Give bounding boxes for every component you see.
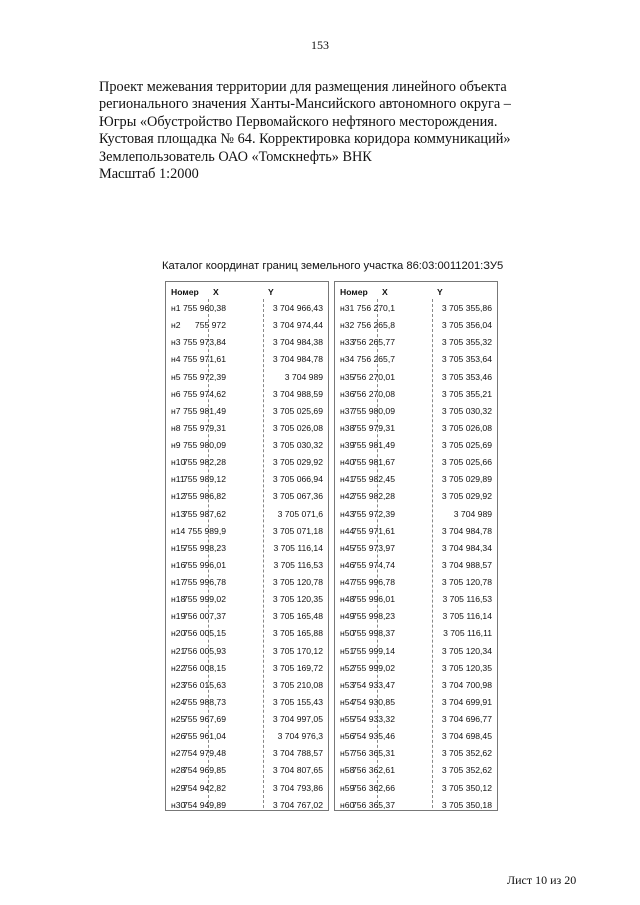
point-number-cell: н20 [171, 628, 186, 639]
table-row [335, 436, 497, 453]
y-coordinate-cell: 3 705 029,92 [272, 457, 323, 468]
x-coordinate-cell: 755 998,23 [351, 611, 395, 622]
point-number-cell: н21 [171, 645, 186, 656]
table-row [335, 505, 497, 522]
y-coordinate-cell: 3 705 120,35 [441, 662, 492, 673]
y-coordinate-cell: 3 705 116,53 [442, 594, 492, 605]
x-coordinate-cell: 755 961,04 [182, 731, 226, 742]
column-header-number: Номер [340, 287, 368, 297]
y-coordinate-cell: 3 705 170,12 [272, 645, 323, 656]
table-header [166, 282, 328, 299]
point-number-cell: н36 [340, 388, 355, 399]
table-body [335, 299, 497, 813]
y-coordinate-cell: 3 704 974,44 [272, 320, 323, 331]
point-number-cell: н42 [340, 491, 355, 502]
y-coordinate-cell: 3 705 169,72 [272, 662, 323, 673]
table-row [335, 453, 497, 470]
point-number-cell: н47 [340, 577, 355, 587]
point-number-cell: н28 [171, 765, 186, 776]
y-coordinate-cell: 3 705 116,14 [273, 542, 323, 553]
table-row [335, 796, 497, 813]
table-row [166, 316, 328, 333]
x-coordinate-cell: 755 982,45 [351, 474, 395, 485]
x-coordinate-cell: 755 972 [194, 320, 226, 331]
x-coordinate-cell: 754 979,48 [182, 748, 226, 759]
table-row [166, 522, 328, 539]
point-number-cell: н33 [340, 337, 355, 348]
y-coordinate-cell: 3 705 030,32 [272, 440, 323, 450]
point-number-cell: н44 [340, 525, 355, 536]
table-row [335, 385, 497, 402]
point-number-cell: н15 [171, 542, 186, 553]
x-coordinate-cell: 754 933,32 [351, 714, 395, 724]
point-number-cell: н54 [340, 696, 355, 707]
y-coordinate-cell: 3 704 988,59 [272, 388, 323, 399]
point-number-cell: н35 [340, 371, 355, 382]
header-line: Землепользователь ОАО «Томскнефть» ВНК [99, 148, 372, 165]
y-coordinate-cell: 3 705 025,69 [272, 405, 323, 416]
y-coordinate-cell: 3 704 700,98 [441, 679, 492, 690]
x-coordinate-cell: 755 996,01 [182, 559, 226, 570]
point-number-cell: н60 [340, 799, 355, 810]
y-coordinate-cell: 3 705 355,86 [441, 303, 492, 313]
point-number-cell: н46 [340, 559, 355, 570]
point-number-cell: н31 [340, 303, 355, 313]
table-row [166, 590, 328, 607]
y-coordinate-cell: 3 705 025,69 [441, 440, 492, 450]
x-coordinate-cell: 756 005,93 [182, 645, 226, 656]
point-number-cell: н2 [171, 320, 181, 331]
y-coordinate-cell: 3 704 997,05 [272, 714, 323, 724]
column-header-y: Y [437, 287, 443, 297]
point-number-cell: н18 [171, 594, 186, 605]
coordinates-table-left [165, 281, 329, 811]
x-coordinate-cell: 755 971,61 [182, 354, 226, 365]
y-coordinate-cell: 3 705 116,11 [443, 628, 492, 639]
x-coordinate-cell: 755 979,31 [351, 422, 395, 433]
y-coordinate-cell: 3 705 029,92 [441, 491, 492, 502]
table-row [166, 744, 328, 761]
y-coordinate-cell: 3 705 120,34 [441, 645, 492, 656]
y-coordinate-cell: 3 705 116,14 [442, 611, 492, 622]
point-number-cell: н9 [171, 440, 181, 450]
point-number-cell: н48 [340, 594, 355, 605]
y-coordinate-cell: 3 705 356,04 [441, 320, 492, 331]
document-header [99, 79, 579, 183]
x-coordinate-cell: 756 362,61 [351, 765, 395, 776]
sheet-number: Лист 10 из 20 [507, 873, 577, 887]
point-number-cell: н45 [340, 542, 355, 553]
x-coordinate-cell: 755 972,39 [351, 508, 395, 519]
x-coordinate-cell: 755 974,74 [351, 559, 395, 570]
x-coordinate-cell: 755 973,84 [182, 337, 226, 348]
table-row [166, 368, 328, 385]
point-number-cell: н55 [340, 714, 355, 724]
point-number-cell: н3 [171, 337, 181, 348]
table-row [166, 727, 328, 744]
point-number-cell: н7 [171, 405, 181, 416]
table-row [335, 590, 497, 607]
x-coordinate-cell: 754 930,85 [351, 696, 395, 707]
point-number-cell: н26 [171, 731, 186, 742]
x-coordinate-cell: 756 008,15 [182, 662, 226, 673]
point-number-cell: н57 [340, 748, 355, 759]
x-coordinate-cell: 756 365,31 [351, 748, 395, 759]
x-coordinate-cell: 755 973,97 [351, 542, 395, 553]
point-number-cell: н37 [340, 405, 355, 416]
table-row [335, 368, 497, 385]
page-number: 153 [311, 38, 329, 52]
point-number-cell: н40 [340, 457, 355, 468]
x-coordinate-cell: 755 987,62 [182, 508, 226, 519]
point-number-cell: н41 [340, 474, 355, 485]
x-coordinate-cell: 755 967,69 [182, 714, 226, 724]
column-header-y: Y [268, 287, 274, 297]
table-row [335, 744, 497, 761]
table-row [166, 333, 328, 350]
table-row [335, 522, 497, 539]
point-number-cell: н58 [340, 765, 355, 776]
x-coordinate-cell: 755 999,14 [351, 645, 395, 656]
y-coordinate-cell: 3 705 066,94 [272, 474, 323, 485]
y-coordinate-cell: 3 705 071,18 [272, 525, 323, 536]
x-coordinate-cell: 755 981,49 [351, 440, 395, 450]
x-coordinate-cell: 755 989,9 [187, 525, 226, 536]
point-number-cell: н17 [171, 577, 186, 587]
y-coordinate-cell: 3 704 966,43 [272, 303, 323, 313]
table-row [166, 642, 328, 659]
x-coordinate-cell: 756 015,63 [182, 679, 226, 690]
y-coordinate-cell: 3 704 988,57 [441, 559, 492, 570]
table-row [166, 693, 328, 710]
table-row [166, 676, 328, 693]
y-coordinate-cell: 3 705 352,62 [441, 765, 492, 776]
x-coordinate-cell: 756 365,37 [351, 799, 395, 810]
point-number-cell: н29 [171, 782, 186, 793]
table-row [335, 556, 497, 573]
table-row [166, 385, 328, 402]
y-coordinate-cell: 3 704 699,91 [441, 696, 492, 707]
x-coordinate-cell: 754 969,85 [182, 765, 226, 776]
header-line: регионального значения Ханты-Мансийского автономного округа – [99, 96, 511, 113]
y-coordinate-cell: 3 705 026,08 [272, 422, 323, 433]
x-coordinate-cell: 755 980,09 [351, 405, 395, 416]
x-coordinate-cell: 754 942,82 [182, 782, 226, 793]
x-coordinate-cell: 756 270,01 [351, 371, 395, 382]
x-coordinate-cell: 755 989,12 [182, 474, 226, 485]
table-row [166, 505, 328, 522]
table-header [335, 282, 497, 299]
point-number-cell: н30 [171, 799, 186, 810]
y-coordinate-cell: 3 705 155,43 [272, 696, 323, 707]
coordinates-table-right [334, 281, 498, 811]
y-coordinate-cell: 3 704 788,57 [272, 748, 323, 759]
column-header-x: X [213, 287, 219, 297]
table-row [335, 299, 497, 316]
y-coordinate-cell: 3 705 355,21 [441, 388, 492, 399]
x-coordinate-cell: 755 998,37 [351, 628, 395, 639]
x-coordinate-cell: 755 988,73 [182, 696, 226, 707]
header-line: Масштаб 1:2000 [99, 166, 199, 183]
y-coordinate-cell: 3 705 352,62 [441, 748, 492, 759]
y-coordinate-cell: 3 705 025,66 [441, 457, 492, 468]
y-coordinate-cell: 3 704 698,45 [441, 731, 492, 742]
y-coordinate-cell: 3 704 976,3 [277, 731, 323, 742]
x-coordinate-cell: 756 007,37 [182, 611, 226, 622]
y-coordinate-cell: 3 705 067,36 [272, 491, 323, 502]
point-number-cell: н25 [171, 714, 186, 724]
y-coordinate-cell: 3 705 071,6 [277, 508, 323, 519]
table-row [335, 487, 497, 504]
x-coordinate-cell: 755 979,31 [182, 422, 226, 433]
point-number-cell: н27 [171, 748, 186, 759]
y-coordinate-cell: 3 704 696,77 [441, 714, 492, 724]
table-row [166, 487, 328, 504]
y-coordinate-cell: 3 704 984,78 [272, 354, 323, 365]
point-number-cell: н13 [171, 508, 186, 519]
point-number-cell: н6 [171, 388, 181, 399]
point-number-cell: н52 [340, 662, 355, 673]
y-coordinate-cell: 3 704 767,02 [272, 799, 323, 810]
y-coordinate-cell: 3 704 793,86 [272, 782, 323, 793]
x-coordinate-cell: 755 960,38 [182, 303, 226, 313]
y-coordinate-cell: 3 704 984,78 [441, 525, 492, 536]
point-number-cell: н51 [340, 645, 355, 656]
table-row [335, 676, 497, 693]
x-coordinate-cell: 755 980,09 [182, 440, 226, 450]
table-row [335, 693, 497, 710]
y-coordinate-cell: 3 705 350,12 [441, 782, 492, 793]
x-coordinate-cell: 756 265,8 [356, 320, 395, 331]
y-coordinate-cell: 3 705 355,32 [441, 337, 492, 348]
x-coordinate-cell: 755 981,67 [351, 457, 395, 468]
point-number-cell: н1 [171, 303, 181, 313]
table-row [335, 470, 497, 487]
x-coordinate-cell: 754 935,46 [351, 731, 395, 742]
y-coordinate-cell: 3 705 120,35 [272, 594, 323, 605]
x-coordinate-cell: 755 999,02 [351, 662, 395, 673]
x-coordinate-cell: 756 005,15 [182, 628, 226, 639]
point-number-cell: н23 [171, 679, 186, 690]
y-coordinate-cell: 3 705 120,78 [272, 577, 323, 587]
x-coordinate-cell: 755 986,82 [182, 491, 226, 502]
point-number-cell: н22 [171, 662, 186, 673]
header-line: Югры «Обустройство Первомайского нефтяного месторождения. [99, 113, 498, 130]
point-number-cell: н43 [340, 508, 355, 519]
y-coordinate-cell: 3 705 350,18 [441, 799, 492, 810]
table-row [166, 299, 328, 316]
table-row [166, 796, 328, 813]
table-row [335, 333, 497, 350]
point-number-cell: н14 [171, 525, 186, 536]
table-row [166, 470, 328, 487]
y-coordinate-cell: 3 705 165,88 [272, 628, 323, 639]
table-row [335, 419, 497, 436]
y-coordinate-cell: 3 705 030,32 [441, 405, 492, 416]
point-number-cell: н5 [171, 371, 181, 382]
point-number-cell: н53 [340, 679, 355, 690]
x-coordinate-cell: 755 999,02 [182, 594, 226, 605]
x-coordinate-cell: 755 982,28 [351, 491, 395, 502]
y-coordinate-cell: 3 705 165,48 [272, 611, 323, 622]
table-row [335, 624, 497, 641]
table-row [335, 710, 497, 727]
header-line: Кустовая площадка № 64. Корректировка коридора коммуникаций» [99, 131, 511, 148]
point-number-cell: н59 [340, 782, 355, 793]
x-coordinate-cell: 755 971,61 [351, 525, 395, 536]
table-row [335, 573, 497, 590]
table-row [166, 419, 328, 436]
table-row [335, 761, 497, 778]
x-coordinate-cell: 756 265,77 [351, 337, 395, 348]
table-row [166, 710, 328, 727]
y-coordinate-cell: 3 705 029,89 [441, 474, 492, 485]
point-number-cell: н12 [171, 491, 186, 502]
x-coordinate-cell: 755 996,78 [182, 577, 226, 587]
y-coordinate-cell: 3 704 989 [284, 371, 323, 382]
table-row [335, 642, 497, 659]
x-coordinate-cell: 755 998,23 [182, 542, 226, 553]
header-line: Проект межевания территории для размещения линейного объекта [99, 79, 507, 95]
table-row [166, 573, 328, 590]
table-row [166, 556, 328, 573]
point-number-cell: н50 [340, 628, 355, 639]
table-row [335, 607, 497, 624]
point-number-cell: н56 [340, 731, 355, 742]
x-coordinate-cell: 755 996,01 [351, 594, 395, 605]
table-row [166, 453, 328, 470]
point-number-cell: н19 [171, 611, 186, 622]
column-header-number: Номер [171, 287, 199, 297]
point-number-cell: н16 [171, 559, 186, 570]
table-body [166, 299, 328, 813]
table-row [335, 350, 497, 367]
table-row [166, 624, 328, 641]
y-coordinate-cell: 3 705 026,08 [441, 422, 492, 433]
x-coordinate-cell: 755 982,28 [182, 457, 226, 468]
table-row [335, 316, 497, 333]
table-row [335, 779, 497, 796]
table-row [166, 659, 328, 676]
y-coordinate-cell: 3 704 984,34 [441, 542, 492, 553]
table-row [166, 402, 328, 419]
y-coordinate-cell: 3 704 989 [453, 508, 492, 519]
table-row [166, 761, 328, 778]
point-number-cell: н34 [340, 354, 355, 365]
x-coordinate-cell: 756 270,08 [351, 388, 395, 399]
x-coordinate-cell: 755 996,78 [351, 577, 395, 587]
column-header-x: X [382, 287, 388, 297]
x-coordinate-cell: 754 933,47 [351, 679, 395, 690]
table-row [166, 607, 328, 624]
x-coordinate-cell: 755 981,49 [182, 405, 226, 416]
point-number-cell: н32 [340, 320, 355, 331]
y-coordinate-cell: 3 705 120,78 [441, 577, 492, 587]
table-row [335, 402, 497, 419]
y-coordinate-cell: 3 704 984,38 [272, 337, 323, 348]
y-coordinate-cell: 3 705 353,64 [441, 354, 492, 365]
catalog-title: Каталог координат границ земельного участка 86:03:0011201:ЗУ5 [162, 260, 504, 272]
table-row [166, 539, 328, 556]
y-coordinate-cell: 3 704 807,65 [272, 765, 323, 776]
point-number-cell: н10 [171, 457, 186, 468]
point-number-cell: н11 [171, 474, 185, 485]
table-row [166, 350, 328, 367]
y-coordinate-cell: 3 705 353,46 [441, 371, 492, 382]
x-coordinate-cell: 756 362,66 [351, 782, 395, 793]
x-coordinate-cell: 754 949,89 [182, 799, 226, 810]
y-coordinate-cell: 3 705 116,53 [273, 559, 323, 570]
table-row [166, 779, 328, 796]
table-row [335, 539, 497, 556]
point-number-cell: н4 [171, 354, 181, 365]
table-row [335, 659, 497, 676]
point-number-cell: н49 [340, 611, 355, 622]
table-row [335, 727, 497, 744]
x-coordinate-cell: 756 265,7 [356, 354, 395, 365]
x-coordinate-cell: 756 270,1 [356, 303, 395, 313]
table-row [166, 436, 328, 453]
y-coordinate-cell: 3 705 210,08 [272, 679, 323, 690]
x-coordinate-cell: 755 974,62 [182, 388, 226, 399]
point-number-cell: н8 [171, 422, 181, 433]
point-number-cell: н38 [340, 422, 355, 433]
point-number-cell: н39 [340, 440, 355, 450]
point-number-cell: н24 [171, 696, 186, 707]
x-coordinate-cell: 755 972,39 [182, 371, 226, 382]
